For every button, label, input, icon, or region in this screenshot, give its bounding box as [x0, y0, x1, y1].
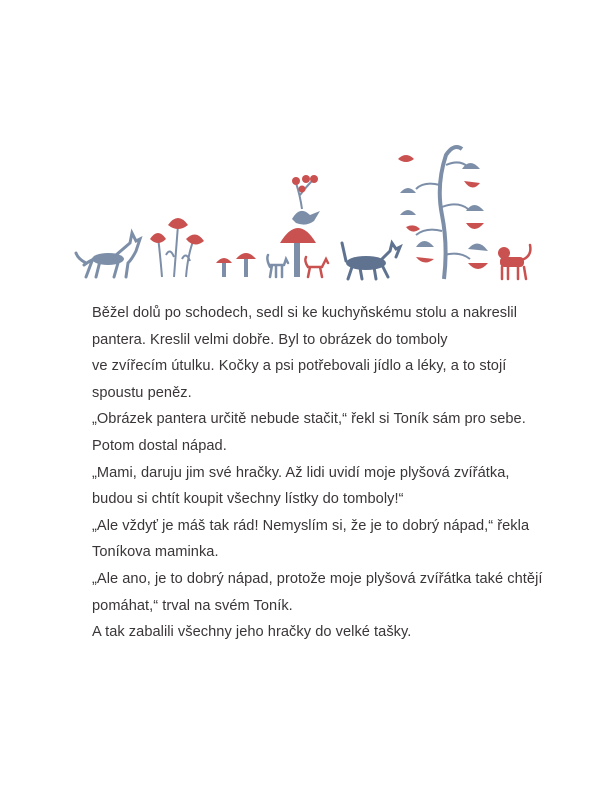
mushroom-icon	[216, 253, 256, 277]
story-line: Toníkova maminka.	[92, 544, 219, 561]
story-line: „Ale vždyť je máš tak rád! Nemyslím si, že je to dobrý nápad,“ řekla	[92, 517, 530, 534]
flowering-plant-icon	[398, 147, 488, 279]
story-line: budou si chtít koupit všechny lístky do tomboly!“	[92, 491, 404, 508]
fox-icon	[76, 233, 140, 277]
story-line: A tak zabalili všechny jeho hračky do velké tašky.	[92, 624, 412, 641]
animal-flower-illustration	[70, 135, 550, 295]
story-line: Běžel dolů po schodech, sedl si ke kuchyňskému stolu a nakreslil	[92, 305, 518, 321]
small-cat-icon	[267, 255, 288, 277]
walking-cat-icon	[342, 243, 400, 279]
story-text	[92, 300, 562, 646]
red-flower-icon	[150, 218, 204, 277]
story-line: ve zvířecím útulku. Kočky a psi potřebovali jídlo a léky, a to stojí	[92, 358, 507, 375]
story-line: Potom dostal nápad.	[92, 437, 227, 454]
red-dog-icon	[498, 245, 530, 279]
story-line: „Mami, daruju jim své hračky. Až lidi uvidí moje plyšová zvířátka,	[92, 464, 510, 481]
story-line: „Obrázek pantera určitě nebude stačit,“ řekl si Toník sám pro sebe.	[92, 411, 526, 428]
berry-branch-icon	[292, 175, 318, 209]
story-line: pomáhat,“ trval na svém Toník.	[92, 597, 293, 614]
story-line: pantera. Kreslil velmi dobře. Byl to obrázek do tomboly	[92, 331, 448, 348]
story-line: „Ale ano, je to dobrý nápad, protože moje plyšová zvířátka také chtějí	[92, 570, 543, 587]
small-dog-icon	[305, 257, 328, 277]
story-line: spoustu peněz.	[92, 384, 192, 401]
